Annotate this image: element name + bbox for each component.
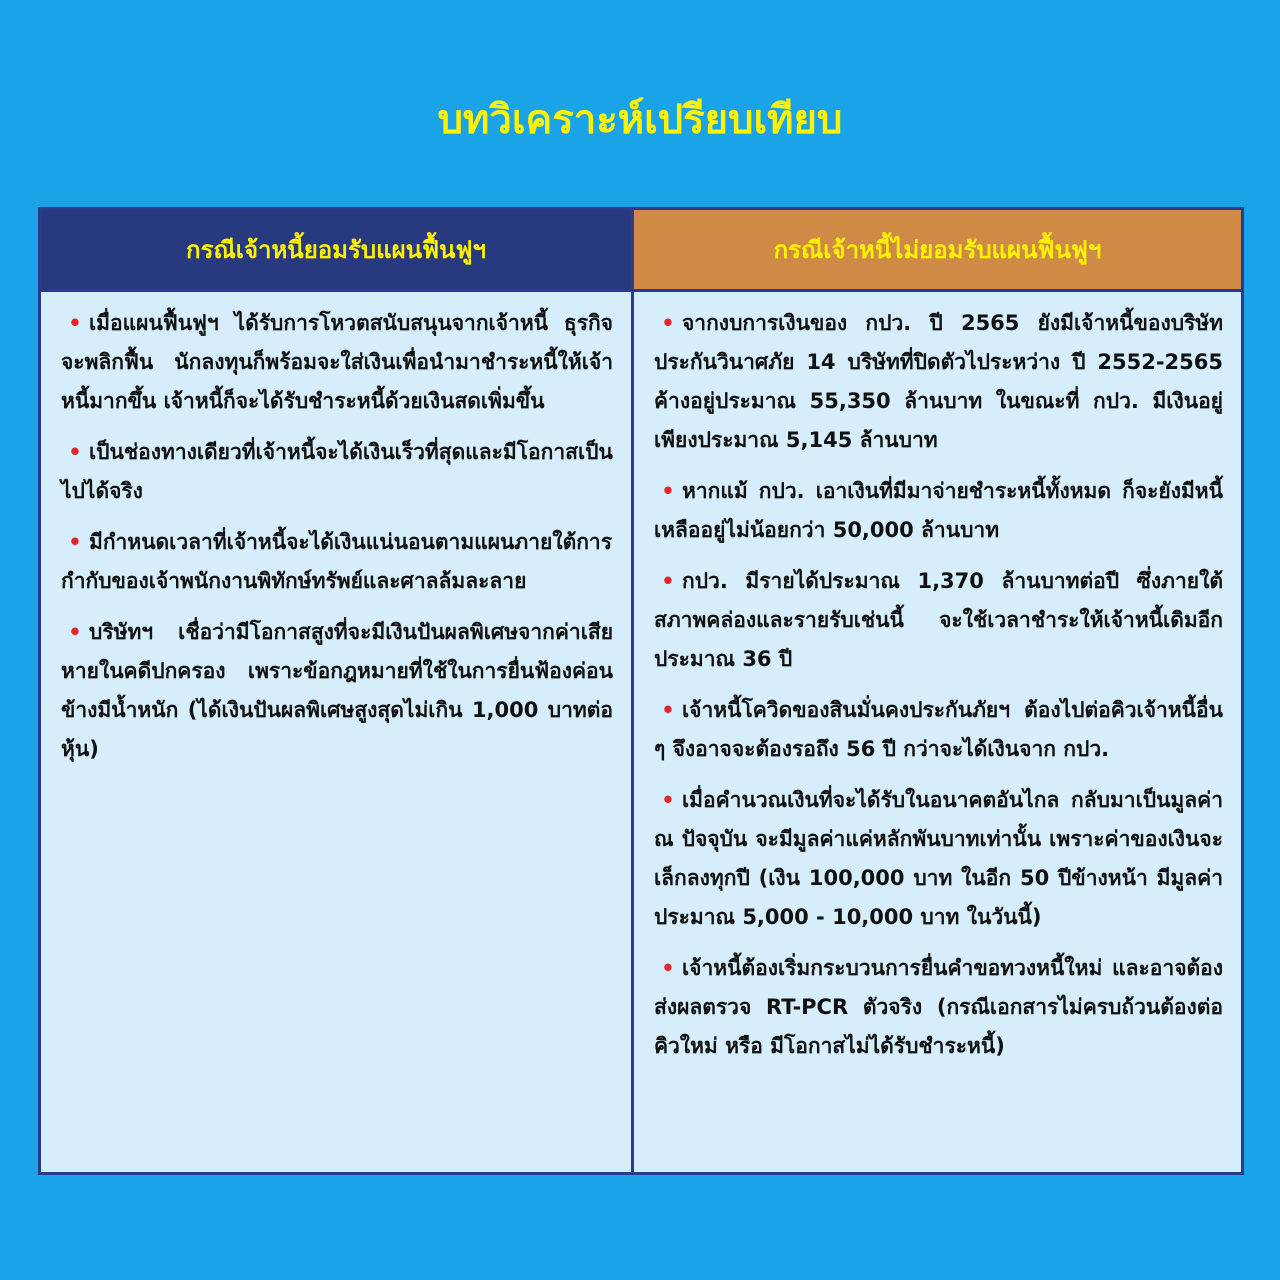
bullet-icon: • (68, 440, 82, 464)
accept-plan-header: กรณีเจ้าหนี้ยอมรับแผนฟื้นฟูฯ (41, 210, 631, 292)
list-item (654, 691, 1223, 769)
list-item (61, 613, 613, 769)
bullet-icon: • (68, 620, 82, 644)
list-item (654, 472, 1223, 550)
list-item-text: จากงบการเงินของ กปว. ปี 2565 ยังมีเจ้าหนี้ของบริษัทประกันวินาศภัย 14 บริษัทที่ปิดตัวไประหว่าง ปี 2552-2565 ค้างอยู่ประมาณ 55,350 ล้านบาท ในขณะที่ กปว. มีเงินอยู่เพียงประมาณ 5,145 ล้านบาท (654, 311, 1223, 452)
list-item (654, 562, 1223, 679)
list-item-text: มีกำหนดเวลาที่เจ้าหนี้จะได้เงินแน่นอนตามแผนภายใต้การกำกับของเจ้าพนักงานพิทักษ์ทรัพย์และศาลล้มละลาย (61, 530, 613, 593)
bullet-icon: • (661, 956, 675, 980)
list-item-text: บริษัทฯ เชื่อว่ามีโอกาสสูงที่จะมีเงินปันผลพิเศษจากค่าเสียหายในคดีปกครอง เพราะข้อกฎหมายที่ใช้ในการยื่นฟ้องค่อนข้างมีน้ำหนัก (ได้เงินปันผลพิเศษสูงสุดไม่เกิน 1,000 บาทต่อหุ้น) (61, 620, 613, 761)
accept-plan-list (41, 292, 631, 769)
bullet-icon: • (68, 311, 82, 335)
list-item-text: เจ้าหนี้ต้องเริ่มกระบวนการยื่นคำขอทวงหนี้ใหม่ และอาจต้องส่งผลตรวจ RT-PCR ตัวจริง (กรณีเอกสารไม่ครบถ้วนต้องต่อคิวใหม่ หรือ มีโอกาสไม่ได้รับชำระหนี้) (654, 956, 1223, 1058)
reject-plan-header: กรณีเจ้าหนี้ไม่ยอมรับแผนฟื้นฟูฯ (634, 210, 1241, 292)
page-title: บทวิเคราะห์เปรียบเทียบ (437, 97, 843, 143)
list-item-text: กปว. มีรายได้ประมาณ 1,370 ล้านบาทต่อปี ซึ่งภายใต้สภาพคล่องและรายรับเช่นนี้ จะใช้เวลาชำระให้เจ้าหนี้เดิมอีกประมาณ 36 ปี (654, 569, 1223, 671)
accept-plan-column (41, 210, 634, 1172)
list-item (61, 523, 613, 601)
list-item (61, 433, 613, 511)
bullet-icon: • (661, 569, 675, 593)
list-item-text: เป็นช่องทางเดียวที่เจ้าหนี้จะได้เงินเร็วที่สุดและมีโอกาสเป็นไปได้จริง (61, 440, 613, 503)
list-item (61, 304, 613, 421)
list-item-text: เจ้าหนี้โควิดของสินมั่นคงประกันภัยฯ ต้องไปต่อคิวเจ้าหนี้อื่น ๆ จึงอาจจะต้องรอถึง 56 ปี กว่าจะได้เงินจาก กปว. (654, 698, 1223, 761)
list-item-text: เมื่อคำนวณเงินที่จะได้รับในอนาคตอันไกล กลับมาเป็นมูลค่า ณ ปัจจุบัน จะมีมูลค่าแค่หลักพันบาทเท่านั้น เพราะค่าของเงินจะเล็กลงทุกปี (เงิน 100,000 บาท ในอีก 50 ปีข้างหน้า มีมูลค่าประมาณ 5,000 - 10,000 บาท ในวันนี้) (654, 788, 1223, 929)
bullet-icon: • (661, 479, 675, 503)
bullet-icon: • (661, 311, 675, 335)
list-item (654, 304, 1223, 460)
bullet-icon: • (661, 788, 675, 812)
list-item (654, 949, 1223, 1066)
bullet-icon: • (68, 530, 82, 554)
reject-plan-list (634, 292, 1241, 1066)
comparison-table (38, 207, 1244, 1175)
list-item (654, 781, 1223, 937)
reject-plan-column (634, 210, 1241, 1172)
list-item-text: เมื่อแผนฟื้นฟูฯ ได้รับการโหวตสนับสนุนจากเจ้าหนี้ ธุรกิจจะพลิกฟื้น นักลงทุนก็พร้อมจะใส่เงินเพื่อนำมาชำระหนี้ให้เจ้าหนี้มากขึ้น เจ้าหนี้ก็จะได้รับชำระหนี้ด้วยเงินสดเพิ่มขึ้น (61, 311, 613, 413)
bullet-icon: • (661, 698, 675, 722)
list-item-text: หากแม้ กปว. เอาเงินที่มีมาจ่ายชำระหนี้ทั้งหมด ก็จะยังมีหนี้เหลืออยู่ไม่น้อยกว่า 50,000 ล้านบาท (654, 479, 1223, 542)
